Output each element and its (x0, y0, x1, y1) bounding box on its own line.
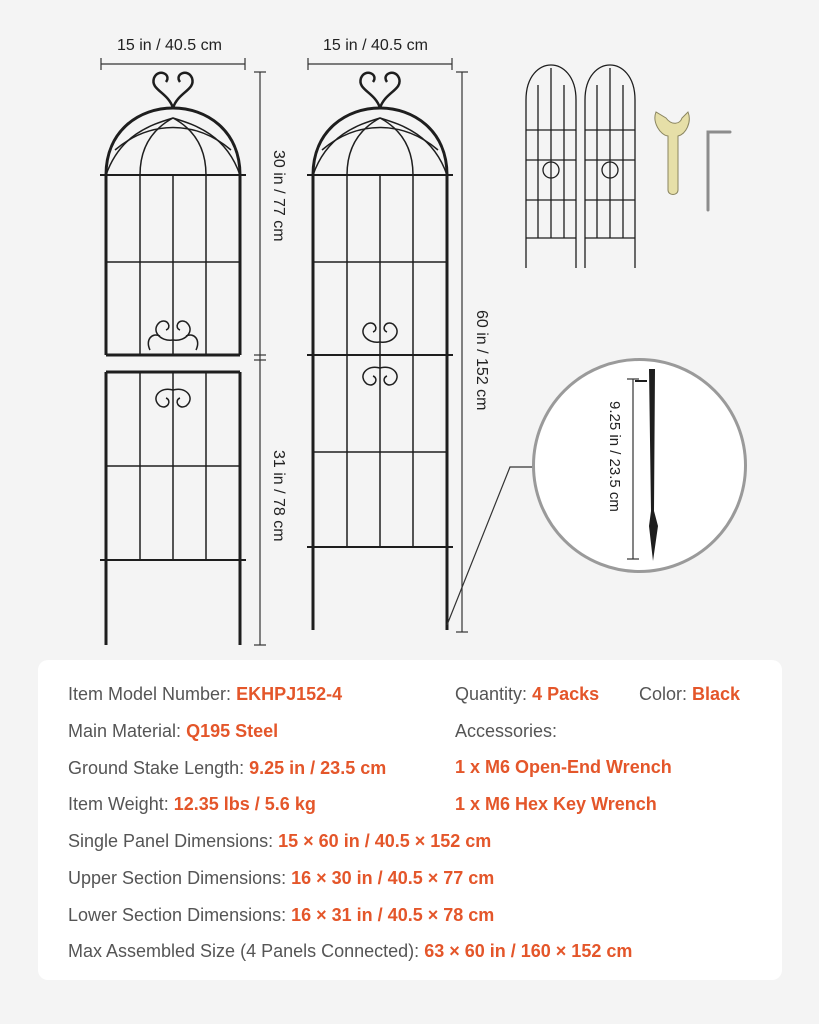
lower-height-label: 31 in / 78 cm (270, 450, 287, 542)
accessory-2: 1 x M6 Hex Key Wrench (455, 794, 657, 814)
spec-lower-section (68, 904, 494, 926)
accessory-1: 1 x M6 Open-End Wrench (455, 757, 672, 777)
model-value: EKHPJ152-4 (236, 684, 343, 704)
max-value: 63 × 60 in / 160 × 152 cm (424, 941, 633, 961)
spec-material (68, 720, 278, 742)
color-label: Color: (639, 684, 688, 704)
spec-accessories (455, 720, 557, 742)
accessories-label: Accessories: (455, 721, 558, 741)
upper-height-label: 30 in / 77 cm (270, 150, 287, 242)
stake-magnifier (532, 358, 747, 573)
upper-label: Upper Section Dimensions: (68, 868, 287, 888)
lower-label: Lower Section Dimensions: (68, 905, 287, 925)
stake-value: 9.25 in / 23.5 cm (249, 758, 387, 778)
spec-weight (68, 793, 316, 815)
spec-card (38, 660, 782, 980)
spec-upper-section (68, 867, 494, 889)
spec-model (68, 683, 342, 705)
quantity-value: 4 Packs (532, 684, 600, 704)
ground-stake-icon (535, 361, 750, 576)
spec-color (639, 683, 740, 705)
model-label: Item Model Number: (68, 684, 232, 704)
color-value: Black (692, 684, 741, 704)
lower-value: 16 × 31 in / 40.5 × 78 cm (291, 905, 495, 925)
panels-thumbnail (526, 65, 635, 268)
single-label: Single Panel Dimensions: (68, 831, 274, 851)
material-value: Q195 Steel (186, 721, 279, 741)
panel-1 (100, 58, 266, 645)
stake-length-label: 9.25 in / 23.5 cm (606, 401, 623, 512)
spec-single-panel (68, 830, 491, 852)
spec-stake (68, 757, 386, 779)
weight-label: Item Weight: (68, 794, 169, 814)
upper-value: 16 × 30 in / 40.5 × 77 cm (291, 868, 495, 888)
quantity-label: Quantity: (455, 684, 528, 704)
accessory-item (455, 756, 672, 778)
panel-2 (307, 58, 468, 632)
spec-max-size (68, 940, 632, 962)
weight-value: 12.35 lbs / 5.6 kg (173, 794, 316, 814)
accessory-item (455, 793, 657, 815)
material-label: Main Material: (68, 721, 182, 741)
max-label: Max Assembled Size (4 Panels Connected): (68, 941, 420, 961)
single-value: 15 × 60 in / 40.5 × 152 cm (278, 831, 492, 851)
panel1-width-label: 15 in / 40.5 cm (117, 37, 222, 54)
spec-quantity (455, 683, 599, 705)
total-height-label: 60 in / 152 cm (473, 310, 490, 411)
stake-label: Ground Stake Length: (68, 758, 245, 778)
hex-key-icon (708, 132, 730, 210)
open-end-wrench-icon (655, 112, 689, 195)
panel2-width-label: 15 in / 40.5 cm (323, 37, 428, 54)
